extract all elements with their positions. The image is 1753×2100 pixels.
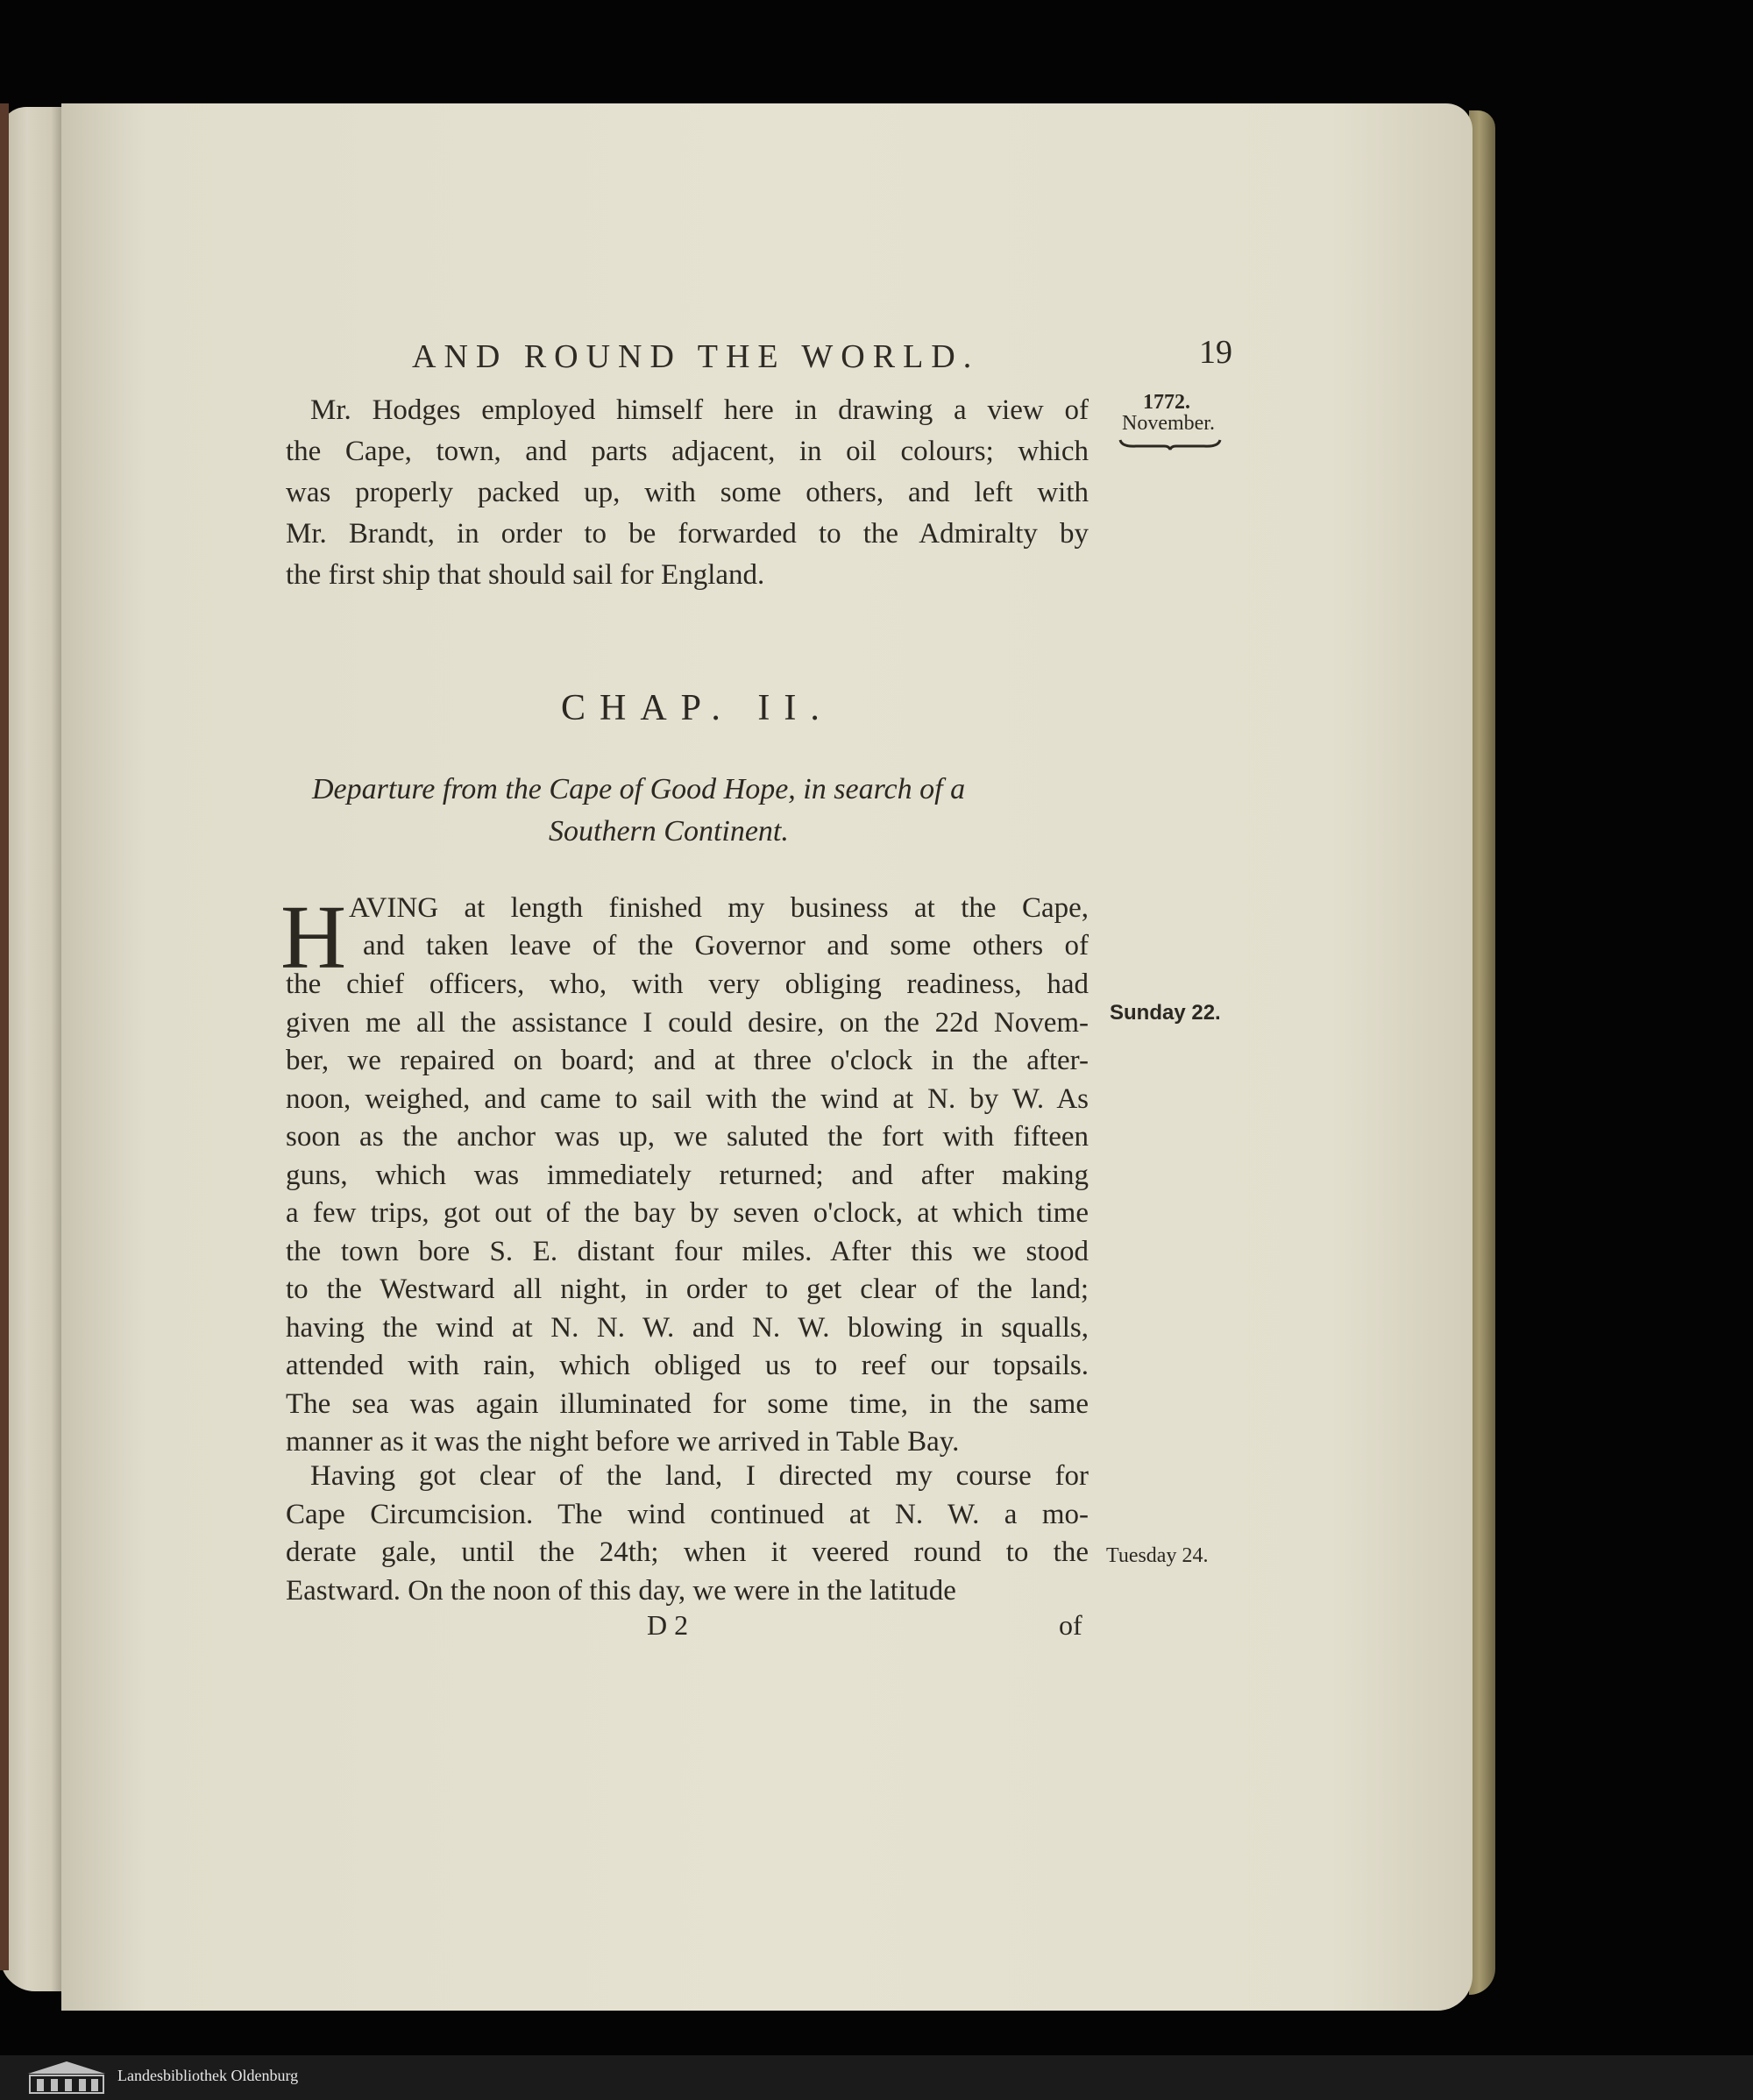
text-line: and taken leave of the Governor and some others of bbox=[363, 930, 1089, 961]
margin-date-sunday: Sunday 22. bbox=[1110, 1001, 1221, 1025]
text-line: a few trips, got out of the bay by seven o'clock, at which time bbox=[286, 1197, 1089, 1229]
text-line: was properly packed up, with some others, and left with bbox=[286, 477, 1089, 508]
margin-year: 1772. bbox=[1143, 391, 1190, 414]
text-line: Eastward. On the noon of this day, we were in the latitude bbox=[286, 1574, 956, 1607]
text-line: the Cape, town, and parts adjacent, in oil colours; which bbox=[286, 436, 1089, 467]
text-line: Mr. Brandt, in order to be forwarded to the Admiralty by bbox=[286, 518, 1089, 550]
chapter-subtitle-line-1: Departure from the Cape of Good Hope, in search of a bbox=[312, 773, 966, 805]
library-name: Landesbibliothek Oldenburg bbox=[117, 2067, 299, 2084]
text-line: Having got clear of the land, I directed my course for bbox=[310, 1460, 1089, 1492]
left-page-edge bbox=[0, 107, 68, 1991]
catchword: of bbox=[1059, 1609, 1082, 1641]
left-binding-edge bbox=[0, 103, 9, 1970]
text-line: Mr. Hodges employed himself here in drawing a view of bbox=[310, 394, 1089, 426]
chapter-subtitle-line-2: Southern Continent. bbox=[549, 815, 789, 848]
text-line: the town bore S. E. distant four miles. After this we stood bbox=[286, 1235, 1089, 1267]
right-page-stack bbox=[1469, 110, 1495, 1995]
text-line: ber, we repaired on board; and at three o'clock in the after- bbox=[286, 1045, 1089, 1076]
text-line: the chief officers, who, with very obliging readiness, had bbox=[286, 968, 1089, 1000]
margin-date-tuesday: Tuesday 24. bbox=[1106, 1544, 1209, 1567]
text-line: AVING at length finished my business at the Cape, bbox=[349, 892, 1089, 924]
text-line: the first ship that should sail for England. bbox=[286, 559, 765, 591]
text-line: having the wind at N. N. W. and N. W. blowing in squalls, bbox=[286, 1311, 1089, 1344]
library-building-icon bbox=[26, 2060, 107, 2095]
text-line: derate gale, until the 24th; when it veered round to the bbox=[286, 1536, 1089, 1568]
running-head: AND ROUND THE WORLD. bbox=[412, 338, 980, 375]
chapter-heading: CHAP. II. bbox=[561, 688, 834, 728]
text-line: noon, weighed, and came to sail with the wind at N. by W. As bbox=[286, 1082, 1089, 1115]
drop-cap: H bbox=[280, 887, 347, 988]
text-line: soon as the anchor was up, we saluted the fort with fifteen bbox=[286, 1121, 1089, 1153]
text-line: to the Westward all night, in order to get clear of the land; bbox=[286, 1273, 1089, 1305]
text-line: The sea was again illuminated for some time, in the same bbox=[286, 1387, 1089, 1420]
text-line: guns, which was immediately returned; and after making bbox=[286, 1159, 1089, 1191]
page-number: 19 bbox=[1199, 334, 1232, 371]
margin-brace-icon bbox=[1118, 438, 1222, 451]
text-line: given me all the assistance I could desire, on the 22d Novem- bbox=[286, 1006, 1089, 1039]
text-line: attended with rain, which obliged us to reef our topsails. bbox=[286, 1350, 1089, 1381]
text-line: manner as it was the night before we arrived in Table Bay. bbox=[286, 1426, 960, 1458]
text-line: Cape Circumcision. The wind continued at N. W. a mo- bbox=[286, 1498, 1089, 1530]
margin-month: November. bbox=[1122, 412, 1215, 435]
signature-mark: D 2 bbox=[647, 1609, 689, 1641]
